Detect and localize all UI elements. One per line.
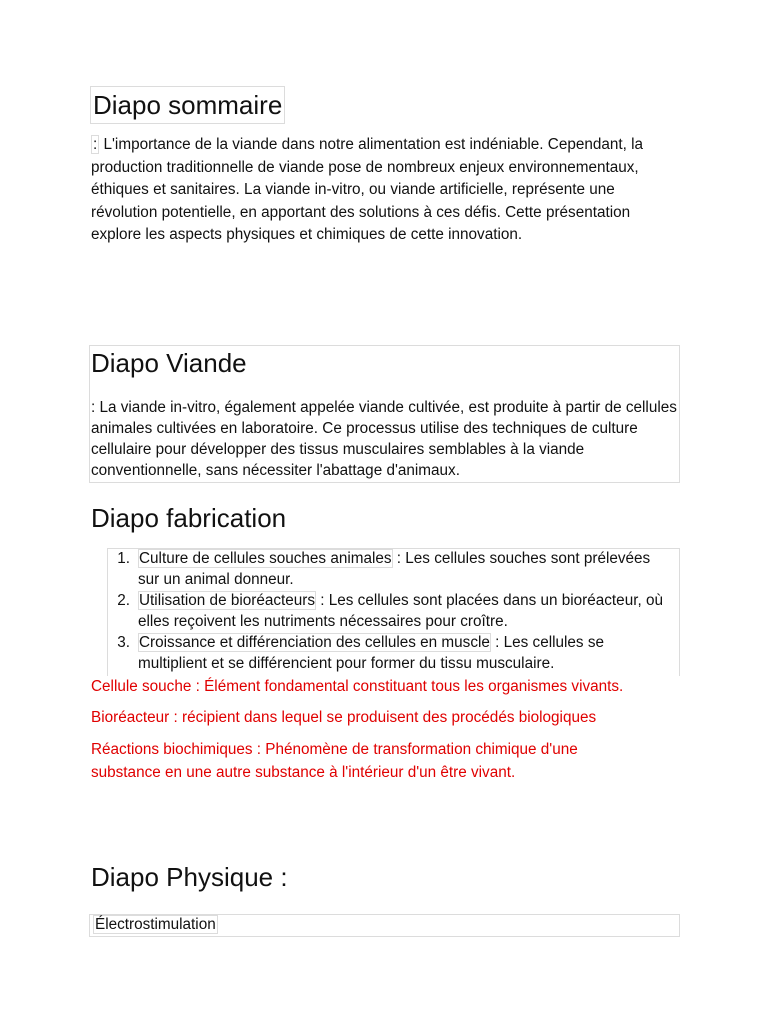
physique-item (93, 914, 218, 935)
heading-fabrication: Diapo fabrication (91, 503, 287, 533)
heading-physique: Diapo Physique : (91, 862, 288, 892)
physique-item-label: Électrostimulation (95, 916, 216, 933)
list-item (108, 632, 668, 674)
step-term: Croissance et différenciation des cellules en muscle (139, 634, 490, 651)
sommaire-text: L'importance de la viande dans notre alimentation est indéniable. Cependant, la production traditionnelle de viande pose de nombreux enjeux environnementaux, éthiques et sanitaires. La viande in-vitro, ou viande artificielle, représente une révolution potentielle, en apportant des solutions à ces défis. Cette présentation explore les aspects physiques et chimiques de cette innovation. (91, 136, 644, 244)
viande-paragraph: : La viande in-vitro, également appelée viande cultivée, est produite à partir de cellules animales cultivées en laboratoire. Ce processus utilise des techniques de culture cellulaire pour développer des tissus musculaires semblables à la viande conventionnelle, sans nécessiter l'abattage d'animaux. (91, 399, 677, 479)
step-term: Utilisation de bioréacteurs (139, 592, 316, 609)
step-text: : Les cellules sont placées dans un bioréacteur, où elles reçoivent les nutriments nécessaires pour croître. (138, 592, 663, 630)
fabrication-steps (108, 548, 668, 674)
heading-viande: Diapo Viande (91, 348, 247, 378)
definition-reactions-biochimiques: Réactions biochimiques : Phénomène de transformation chimique d'une substance en une autre substance à l'intérieur d'un être vivant. (91, 741, 578, 781)
sommaire-lead-mark: : (93, 136, 98, 153)
step-term: Culture de cellules souches animales (139, 550, 392, 567)
step-text: : Les cellules souches sont prélevées sur un animal donneur. (138, 550, 651, 588)
step-number: 1. (117, 550, 130, 567)
step-text: : Les cellules se multiplient et se différencient pour former du tissu musculaire. (138, 634, 604, 672)
heading-sommaire: Diapo sommaire (90, 86, 285, 124)
definition-cellule-souche: Cellule souche : Élément fondamental constituant tous les organismes vivants. (91, 678, 624, 695)
list-item (108, 548, 668, 590)
list-item (108, 590, 668, 632)
sommaire-paragraph (91, 134, 681, 247)
definition-bioreacteur: Bioréacteur : récipient dans lequel se produisent des procédés biologiques (91, 709, 597, 726)
step-number: 3. (117, 634, 130, 651)
step-number: 2. (117, 592, 130, 609)
